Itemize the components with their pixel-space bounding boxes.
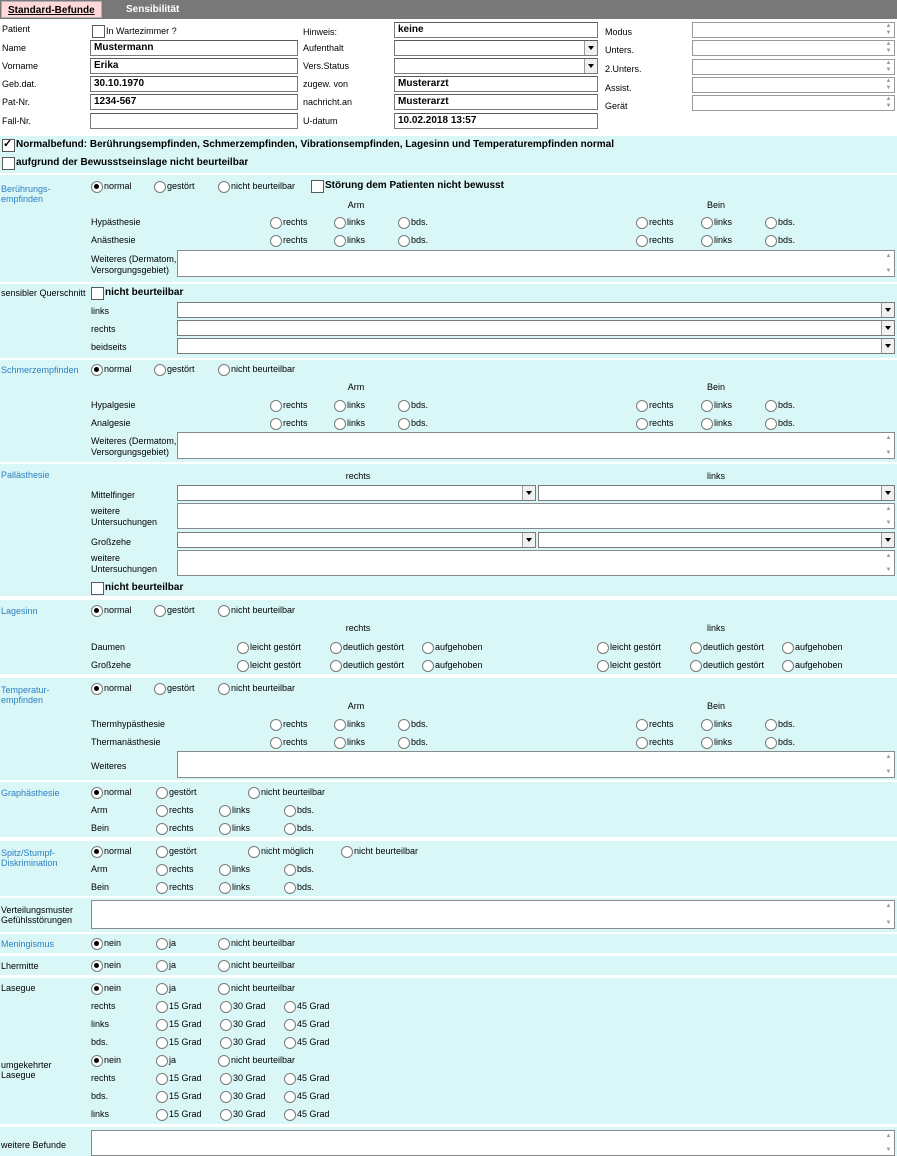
radio-15-grad[interactable]: 15 Grad <box>156 1036 202 1048</box>
pallaesthesie-section <box>0 464 897 596</box>
radio-45-grad[interactable]: 45 Grad <box>284 1000 330 1012</box>
patient-header <box>0 20 897 130</box>
zugew-field[interactable]: Musterarzt <box>394 76 598 92</box>
radio-deutlich-gestoert[interactable]: deutlich gestört <box>330 641 404 653</box>
radio-30-grad[interactable]: 30 Grad <box>220 1000 266 1012</box>
rechts-label: rechts <box>91 324 116 334</box>
radio-leicht-gestoert[interactable]: leicht gestört <box>237 641 301 653</box>
radio-ja[interactable]: ja <box>156 1054 176 1066</box>
radio-aufgehoben[interactable]: aufgehoben <box>422 659 483 671</box>
radio-normal[interactable]: normal <box>91 682 132 694</box>
radio-gestoert[interactable]: gestört <box>154 604 195 616</box>
scrollbar[interactable] <box>883 551 894 575</box>
bein-label: Bein <box>91 823 110 833</box>
radio-arm-links[interactable]: links <box>334 718 365 730</box>
scroll-down-icon[interactable]: ▼ <box>885 769 892 775</box>
scroll-down-icon[interactable]: ▼ <box>885 1147 892 1153</box>
assist-label: Assist. <box>605 83 632 93</box>
bein-label: Bein <box>91 882 110 892</box>
radio-bein-links[interactable]: links <box>701 736 732 748</box>
radio-rechts[interactable]: rechts <box>156 881 194 893</box>
radio-nicht-beurteilbar[interactable]: nicht beurteilbar <box>218 604 295 616</box>
lhermitte-title: Lhermitte <box>1 961 39 971</box>
radio-gestoert[interactable]: gestört <box>154 180 195 192</box>
fallnr-field[interactable] <box>90 113 298 129</box>
scrollbar[interactable] <box>883 433 894 458</box>
radio-arm-rechts[interactable]: rechts <box>270 718 308 730</box>
spitz-stumpf-title: Spitz/Stumpf- Diskrimination <box>1 848 58 868</box>
radio-nicht-beurteilbar[interactable]: nicht beurteilbar <box>218 363 295 375</box>
hypaesthesie-label: Hypästhesie <box>91 217 141 227</box>
radio-links[interactable]: links <box>219 804 250 816</box>
radio-arm-bds[interactable]: bds. <box>398 736 428 748</box>
scroll-up-icon[interactable]: ▲ <box>885 553 892 559</box>
radio-ja[interactable]: ja <box>156 937 176 949</box>
name-label: Name <box>2 43 27 53</box>
radio-bein-rechts[interactable]: rechts <box>636 736 674 748</box>
radio-leicht-gestoert[interactable]: leicht gestört <box>597 659 661 671</box>
radio-nicht-beurteilbar[interactable]: nicht beurteilbar <box>248 786 325 798</box>
radio-30-grad[interactable]: 30 Grad <box>220 1090 266 1102</box>
grosszehe-rechts-select[interactable] <box>177 532 536 548</box>
querschnitt-title: sensibler Querschnitt <box>1 288 86 298</box>
bds-label: bds. <box>91 1091 109 1101</box>
radio-normal[interactable]: normal <box>91 604 132 616</box>
bds-label: bds. <box>91 1037 109 1047</box>
links-label: links <box>91 1019 110 1029</box>
radio-links[interactable]: links <box>219 881 250 893</box>
radio-45-grad[interactable]: 45 Grad <box>284 1036 330 1048</box>
mittelfinger-links-select[interactable] <box>538 485 895 501</box>
radio-arm-links[interactable]: links <box>334 399 365 411</box>
scroll-up-icon[interactable]: ▲ <box>885 506 892 512</box>
mittelfinger-label: Mittelfinger <box>91 490 136 500</box>
modus-label: Modus <box>605 27 633 37</box>
radio-bein-rechts[interactable]: rechts <box>636 718 674 730</box>
weitere-befunde-title: weitere Befunde <box>1 1140 67 1150</box>
scroll-down-icon[interactable]: ▼ <box>885 567 892 573</box>
radio-30-grad[interactable]: 30 Grad <box>220 1018 266 1030</box>
radio-links[interactable]: links <box>219 822 250 834</box>
spin-icon[interactable]: ▲ ▼ <box>885 96 892 109</box>
radio-nicht-beurteilbar[interactable]: nicht beurteilbar <box>218 1054 295 1066</box>
radio-arm-bds[interactable]: bds. <box>398 718 428 730</box>
radio-bein-rechts[interactable]: rechts <box>636 216 674 228</box>
versstatus-label: Vers.Status <box>303 61 350 71</box>
meningismus-section <box>0 934 897 953</box>
scroll-up-icon[interactable]: ▲ <box>885 253 892 259</box>
aufenthalt-select[interactable] <box>394 40 598 56</box>
radio-ja[interactable]: ja <box>156 959 176 971</box>
geraet-field[interactable] <box>692 95 895 111</box>
arm-label: Arm <box>91 805 108 815</box>
links-label: links <box>91 306 110 316</box>
links-label: links <box>91 1109 110 1119</box>
radio-normal[interactable]: normal <box>91 845 132 857</box>
bein-heading: Bein <box>706 200 725 210</box>
radio-nein[interactable]: nein <box>91 937 121 949</box>
radio-bein-bds[interactable]: bds. <box>765 216 795 228</box>
arm-heading: Arm <box>347 382 365 392</box>
radio-gestoert[interactable]: gestört <box>156 845 197 857</box>
lagesinn-title: Lagesinn <box>1 606 38 616</box>
hinweis-field[interactable]: keine <box>394 22 598 38</box>
pallaesthesie-title: Pallästhesie <box>1 470 50 480</box>
radio-arm-bds[interactable]: bds. <box>398 399 428 411</box>
radio-nicht-beurteilbar[interactable]: nicht beurteilbar <box>218 959 295 971</box>
daumen-label: Daumen <box>91 642 126 652</box>
radio-15-grad[interactable]: 15 Grad <box>156 1090 202 1102</box>
radio-normal[interactable]: normal <box>91 363 132 375</box>
spin-icon[interactable]: ▲ ▼ <box>885 78 892 91</box>
scroll-down-icon[interactable]: ▼ <box>885 520 892 526</box>
chevron-down-icon[interactable] <box>881 533 894 547</box>
radio-rechts[interactable]: rechts <box>156 822 194 834</box>
weiteres-label: Weiteres <box>91 761 127 771</box>
udatum-label: U-datum <box>303 116 338 126</box>
radio-leicht-gestoert[interactable]: leicht gestört <box>597 641 661 653</box>
querschnitt-section <box>0 284 897 358</box>
verteilungsmuster-title: Verteilungsmuster Gefühlsstörungen <box>1 905 74 925</box>
radio-arm-rechts[interactable]: rechts <box>270 216 308 228</box>
radio-30-grad[interactable]: 30 Grad <box>220 1036 266 1048</box>
radio-rechts[interactable]: rechts <box>156 863 194 875</box>
radio-nicht-beurteilbar[interactable]: nicht beurteilbar <box>218 937 295 949</box>
scroll-down-icon[interactable]: ▼ <box>885 920 892 926</box>
weitere-untersuchungen-textarea[interactable] <box>177 550 895 576</box>
chevron-down-icon[interactable] <box>881 339 894 353</box>
radio-nein[interactable]: nein <box>91 1054 121 1066</box>
radio-normal[interactable]: normal <box>91 180 132 192</box>
grosszehe-links-select[interactable] <box>538 532 895 548</box>
bewusstseinslage-checkbox[interactable]: aufgrund der Bewusstseinslage nicht beurteilbar <box>2 157 248 169</box>
radio-aufgehoben[interactable]: aufgehoben <box>782 659 843 671</box>
umgekehrter-lasegue-title: umgekehrter Lasegue <box>1 1060 52 1080</box>
radio-bein-bds[interactable]: bds. <box>765 718 795 730</box>
radio-arm-links[interactable]: links <box>334 216 365 228</box>
radio-bds[interactable]: bds. <box>284 881 314 893</box>
radio-nein[interactable]: nein <box>91 982 121 994</box>
rechts-label: rechts <box>91 1073 116 1083</box>
chevron-down-icon[interactable] <box>522 486 535 500</box>
radio-30-grad[interactable]: 30 Grad <box>220 1072 266 1084</box>
lhermitte-section <box>0 956 897 975</box>
radio-nein[interactable]: nein <box>91 959 121 971</box>
thermhypaesthesie-label: Thermhypästhesie <box>91 719 166 729</box>
schmerz-section <box>0 360 897 462</box>
radio-nicht-beurteilbar[interactable]: nicht beurteilbar <box>218 982 295 994</box>
scroll-up-icon[interactable]: ▲ <box>885 754 892 760</box>
thermanaesthesie-label: Thermanästhesie <box>91 737 161 747</box>
assist-field[interactable] <box>692 77 895 93</box>
radio-leicht-gestoert[interactable]: leicht gestört <box>237 659 301 671</box>
arm-heading: Arm <box>347 200 365 210</box>
radio-deutlich-gestoert[interactable]: deutlich gestört <box>690 659 764 671</box>
weitere-untersuchungen-label: weitere Untersuchungen <box>91 553 158 574</box>
scrollbar[interactable] <box>883 901 894 928</box>
radio-bein-bds[interactable]: bds. <box>765 417 795 429</box>
unters2-field[interactable] <box>692 59 895 75</box>
unters-field[interactable] <box>692 40 895 56</box>
chevron-down-icon[interactable] <box>584 41 597 55</box>
weiteres-label: Weiteres (Dermatom, Versorgungsgebiet) <box>91 254 177 275</box>
radio-bein-rechts[interactable]: rechts <box>636 399 674 411</box>
gebdat-label: Geb.dat. <box>2 79 37 89</box>
weiteres-textarea[interactable] <box>177 432 895 459</box>
weitere-untersuchungen-textarea[interactable] <box>177 503 895 529</box>
radio-deutlich-gestoert[interactable]: deutlich gestört <box>690 641 764 653</box>
radio-arm-bds[interactable]: bds. <box>398 234 428 246</box>
geraet-label: Gerät <box>605 101 628 111</box>
mittelfinger-rechts-select[interactable] <box>177 485 536 501</box>
verteilungsmuster-section <box>0 898 897 932</box>
radio-aufgehoben[interactable]: aufgehoben <box>422 641 483 653</box>
tab-standard-befunde[interactable]: Standard-Befunde <box>1 1 102 18</box>
radio-15-grad[interactable]: 15 Grad <box>156 1000 202 1012</box>
gebdat-field[interactable]: 30.10.1970 <box>90 76 298 92</box>
radio-gestoert[interactable]: gestört <box>154 363 195 375</box>
chevron-down-icon[interactable] <box>584 59 597 73</box>
unters2-label: 2.Unters. <box>605 64 642 74</box>
scroll-up-icon[interactable]: ▲ <box>885 1133 892 1139</box>
chevron-down-icon[interactable] <box>881 321 894 335</box>
wartezimmer-checkbox[interactable]: In Wartezimmer ? <box>92 25 177 37</box>
spin-icon[interactable]: ▲ ▼ <box>885 60 892 73</box>
vorname-field[interactable]: Erika <box>90 58 298 74</box>
graphaesthesie-title: Graphästhesie <box>1 788 60 798</box>
stoerung-unbewusst-checkbox[interactable]: Störung dem Patienten nicht bewusst <box>311 180 504 192</box>
chevron-down-icon[interactable] <box>522 533 535 547</box>
radio-bein-rechts[interactable]: rechts <box>636 417 674 429</box>
radio-arm-bds[interactable]: bds. <box>398 216 428 228</box>
chevron-down-icon[interactable] <box>881 303 894 317</box>
radio-arm-bds[interactable]: bds. <box>398 417 428 429</box>
aufenthalt-label: Aufenthalt <box>303 43 344 53</box>
tab-bar <box>0 0 897 19</box>
anaesthesie-label: Anästhesie <box>91 235 136 245</box>
radio-aufgehoben[interactable]: aufgehoben <box>782 641 843 653</box>
radio-gestoert[interactable]: gestört <box>154 682 195 694</box>
rechts-heading: rechts <box>345 471 371 481</box>
pallaesthesie-nb-checkbox[interactable]: nicht beurteilbar <box>91 582 183 594</box>
spin-icon[interactable]: ▲ ▼ <box>885 23 892 36</box>
radio-deutlich-gestoert[interactable]: deutlich gestört <box>330 659 404 671</box>
radio-bein-bds[interactable]: bds. <box>765 234 795 246</box>
chevron-down-icon[interactable] <box>881 486 894 500</box>
unters-label: Unters. <box>605 45 635 55</box>
radio-bein-bds[interactable]: bds. <box>765 736 795 748</box>
patnr-label: Pat-Nr. <box>2 97 31 107</box>
radio-bds[interactable]: bds. <box>284 822 314 834</box>
links-heading: links <box>706 623 725 633</box>
radio-bein-bds[interactable]: bds. <box>765 399 795 411</box>
weiteres-textarea[interactable] <box>177 250 895 277</box>
verteilungsmuster-textarea[interactable] <box>91 900 895 929</box>
graphaesthesie-section <box>0 782 897 837</box>
temperatur-section <box>0 678 897 780</box>
radio-links[interactable]: links <box>219 863 250 875</box>
beidseits-select[interactable] <box>177 338 895 354</box>
radio-bds[interactable]: bds. <box>284 804 314 816</box>
radio-arm-links[interactable]: links <box>334 736 365 748</box>
radio-normal[interactable]: normal <box>91 786 132 798</box>
radio-bein-links[interactable]: links <box>701 718 732 730</box>
patient-label: Patient <box>2 24 31 34</box>
beruehrung-title: Berührungs- empfinden <box>1 184 51 204</box>
hypalgesie-label: Hypalgesie <box>91 400 136 410</box>
radio-30-grad[interactable]: 30 Grad <box>220 1108 266 1120</box>
radio-arm-links[interactable]: links <box>334 234 365 246</box>
grosszehe-label: Großzehe <box>91 660 132 670</box>
radio-15-grad[interactable]: 15 Grad <box>156 1108 202 1120</box>
radio-15-grad[interactable]: 15 Grad <box>156 1072 202 1084</box>
radio-45-grad[interactable]: 45 Grad <box>284 1018 330 1030</box>
udatum-field[interactable]: 10.02.2018 13:57 <box>394 113 598 129</box>
radio-bein-links[interactable]: links <box>701 417 732 429</box>
weitere-befunde-textarea[interactable] <box>91 1130 895 1156</box>
temperatur-title: Temperatur- empfinden <box>1 685 50 705</box>
scroll-up-icon[interactable]: ▲ <box>885 435 892 441</box>
radio-bein-links[interactable]: links <box>701 399 732 411</box>
radio-rechts[interactable]: rechts <box>156 804 194 816</box>
lasegue-section <box>0 978 897 1124</box>
nachricht-label: nachricht.an <box>303 97 353 107</box>
scrollbar[interactable] <box>883 752 894 777</box>
meningismus-title: Meningismus <box>1 939 55 949</box>
rechts-label: rechts <box>91 1001 116 1011</box>
nachricht-field[interactable]: Musterarzt <box>394 94 598 110</box>
querschnitt-nb-checkbox[interactable]: nicht beurteilbar <box>91 287 183 299</box>
versstatus-select[interactable] <box>394 58 598 74</box>
zugew-label: zugew. von <box>303 79 349 89</box>
scrollbar[interactable] <box>883 1131 894 1155</box>
radio-arm-rechts[interactable]: rechts <box>270 234 308 246</box>
schmerz-title: Schmerzempfinden <box>1 365 79 375</box>
radio-nicht-beurteilbar[interactable]: nicht beurteilbar <box>341 845 418 857</box>
scrollbar[interactable] <box>883 251 894 276</box>
radio-nicht-beurteilbar[interactable]: nicht beurteilbar <box>218 180 295 192</box>
bein-heading: Bein <box>706 382 725 392</box>
analgesie-label: Analgesie <box>91 418 131 428</box>
weiteres-label: Weiteres (Dermatom, Versorgungsgebiet) <box>91 436 177 457</box>
radio-arm-rechts[interactable]: rechts <box>270 736 308 748</box>
hinweis-label: Hinweis: <box>303 27 338 37</box>
scroll-down-icon[interactable]: ▼ <box>885 268 892 274</box>
radio-nicht-moeglich[interactable]: nicht möglich <box>248 845 314 857</box>
radio-45-grad[interactable]: 45 Grad <box>284 1090 330 1102</box>
radio-gestoert[interactable]: gestört <box>156 786 197 798</box>
bein-heading: Bein <box>706 701 725 711</box>
arm-heading: Arm <box>347 701 365 711</box>
modus-field[interactable] <box>692 22 895 38</box>
radio-arm-rechts[interactable]: rechts <box>270 417 308 429</box>
scrollbar[interactable] <box>883 504 894 528</box>
scroll-down-icon[interactable]: ▼ <box>885 450 892 456</box>
weitere-untersuchungen-label: weitere Untersuchungen <box>91 506 158 527</box>
vorname-label: Vorname <box>2 61 39 71</box>
spin-icon[interactable]: ▲ ▼ <box>885 41 892 54</box>
beidseits-label: beidseits <box>91 342 127 352</box>
radio-ja[interactable]: ja <box>156 982 176 994</box>
radio-arm-rechts[interactable]: rechts <box>270 399 308 411</box>
lasegue-title: Lasegue <box>1 983 36 993</box>
radio-bein-links[interactable]: links <box>701 216 732 228</box>
scroll-up-icon[interactable]: ▲ <box>885 903 892 909</box>
links-heading: links <box>706 471 725 481</box>
arm-label: Arm <box>91 864 108 874</box>
spitz-stumpf-section <box>0 841 897 896</box>
radio-bein-rechts[interactable]: rechts <box>636 234 674 246</box>
radio-nicht-beurteilbar[interactable]: nicht beurteilbar <box>218 682 295 694</box>
rechts-heading: rechts <box>345 623 371 633</box>
rechts-select[interactable] <box>177 320 895 336</box>
radio-45-grad[interactable]: 45 Grad <box>284 1072 330 1084</box>
radio-15-grad[interactable]: 15 Grad <box>156 1018 202 1030</box>
fallnr-label: Fall-Nr. <box>2 116 31 126</box>
patnr-field[interactable]: 1234-567 <box>90 94 298 110</box>
normalbefund-checkbox[interactable]: Normalbefund: Berührungsempfinden, Schmerzempfinden, Vibrationsempfinden, Lagesinn und Temperaturempfinden normal ✓ <box>2 139 614 151</box>
grosszehe-label: Großzehe <box>91 537 132 547</box>
weiteres-textarea[interactable] <box>177 751 895 778</box>
radio-45-grad[interactable]: 45 Grad <box>284 1108 330 1120</box>
lagesinn-section <box>0 600 897 674</box>
normalbefund-section <box>0 136 897 173</box>
radio-arm-links[interactable]: links <box>334 417 365 429</box>
radio-bein-links[interactable]: links <box>701 234 732 246</box>
links-select[interactable] <box>177 302 895 318</box>
tab-sensibilitaet[interactable]: Sensibilität <box>126 4 180 15</box>
name-field[interactable]: Mustermann <box>90 40 298 56</box>
weitere-befunde-section <box>0 1127 897 1156</box>
beruehrung-section <box>0 175 897 282</box>
radio-bds[interactable]: bds. <box>284 863 314 875</box>
